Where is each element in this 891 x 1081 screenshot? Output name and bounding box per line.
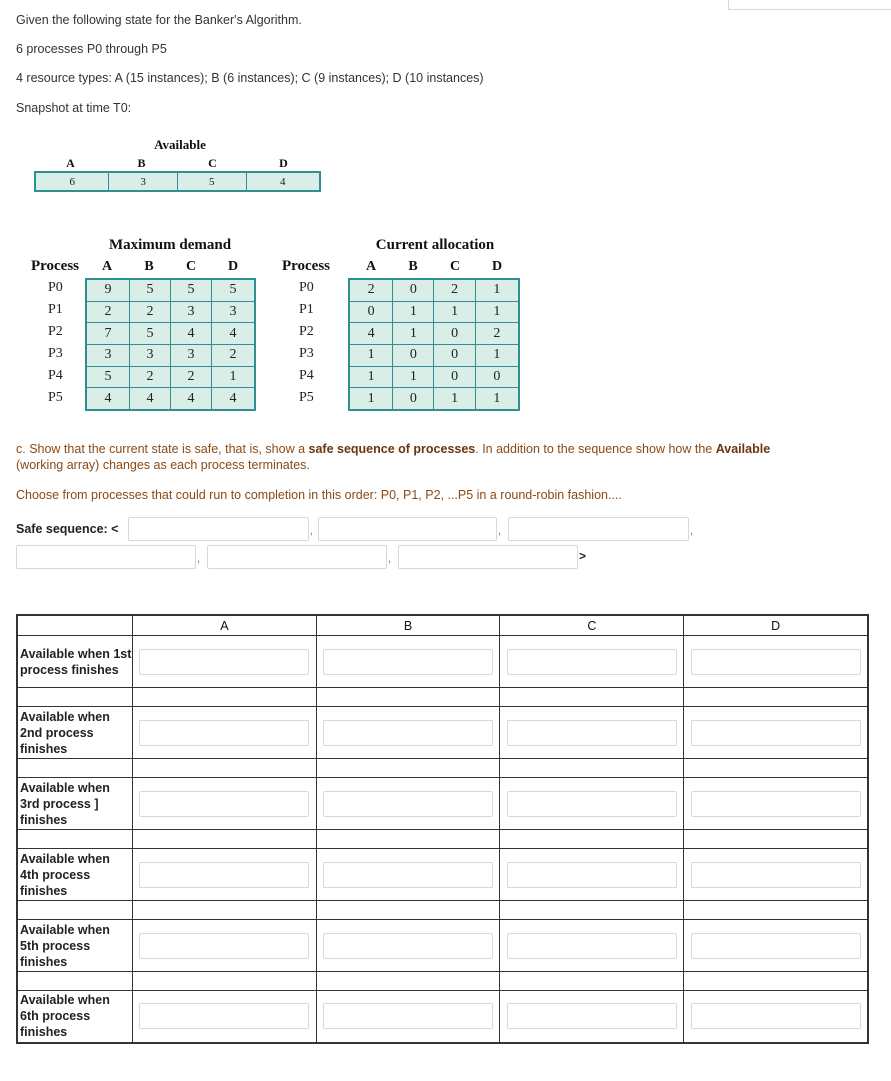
max-demand-cell: 1	[211, 366, 255, 388]
answer-cell	[133, 849, 317, 901]
allocation-cell: 0	[393, 344, 434, 366]
safe-sequence-input-6[interactable]	[398, 545, 578, 569]
answer-row-label-5: Available when 5th process finishes	[17, 920, 133, 972]
max-demand-cell: 5	[211, 279, 255, 301]
answer-cell	[316, 707, 500, 759]
allocation-row	[349, 301, 519, 323]
max-demand-row	[86, 301, 255, 323]
answer-input-3-a[interactable]	[139, 791, 309, 817]
available-header-a: A	[66, 156, 75, 170]
answer-input-2-a[interactable]	[139, 720, 309, 746]
max-demand-cell: 5	[130, 279, 171, 301]
allocation-cell: 1	[349, 366, 393, 388]
allocation-cell: 0	[434, 323, 475, 345]
max-demand-header-c: C	[185, 259, 197, 274]
allocation-cell: 2	[475, 323, 519, 345]
max-demand-process-p1: P1	[48, 302, 63, 317]
max-demand-cell: 2	[130, 301, 171, 323]
available-value-a: 6	[35, 172, 109, 191]
max-demand-cell: 3	[86, 344, 130, 366]
answer-cell	[684, 849, 868, 901]
max-demand-row	[86, 323, 255, 345]
safe-sequence-input-1[interactable]	[128, 517, 309, 541]
allocation-cell: 1	[475, 301, 519, 323]
answer-input-1-b[interactable]	[323, 649, 493, 675]
available-table	[34, 171, 321, 192]
safe-sequence-input-3[interactable]	[508, 517, 689, 541]
allocation-cell: 1	[349, 344, 393, 366]
answer-cell	[500, 991, 684, 1043]
allocation-header-c: C	[449, 259, 461, 274]
max-demand-row	[86, 366, 255, 388]
allocation-cell: 1	[475, 388, 519, 410]
answer-input-4-a[interactable]	[139, 862, 309, 888]
allocation-table	[348, 278, 520, 411]
safe-sequence-separator: ,	[690, 525, 694, 537]
max-demand-cell: 4	[211, 323, 255, 345]
answer-input-2-b[interactable]	[323, 720, 493, 746]
max-demand-cell: 2	[211, 344, 255, 366]
allocation-header-b: B	[408, 259, 418, 274]
max-demand-cell: 4	[170, 388, 211, 410]
answer-cell	[316, 991, 500, 1043]
max-demand-title: Maximum demand	[108, 237, 232, 253]
answer-spacer-row	[17, 830, 868, 849]
max-demand-cell: 3	[130, 344, 171, 366]
allocation-row	[349, 388, 519, 410]
allocation-process-p0: P0	[299, 280, 314, 295]
answer-input-1-c[interactable]	[507, 649, 677, 675]
answer-row-label-1: Available when 1st process finishes	[17, 636, 133, 688]
max-demand-header-a: A	[101, 259, 113, 274]
allocation-cell: 0	[475, 366, 519, 388]
question-c-line-1	[16, 442, 770, 456]
answer-cell	[316, 636, 500, 688]
answer-row	[17, 636, 868, 688]
safe-sequence-input-5[interactable]	[207, 545, 387, 569]
answer-input-4-b[interactable]	[323, 862, 493, 888]
safe-sequence-separator: ,	[197, 553, 201, 565]
max-demand-process-header: Process	[30, 258, 80, 274]
answer-spacer-row	[17, 972, 868, 991]
allocation-cell: 1	[475, 279, 519, 301]
max-demand-cell: 3	[170, 344, 211, 366]
max-demand-cell: 5	[86, 366, 130, 388]
answer-cell	[133, 707, 317, 759]
answer-input-6-c[interactable]	[507, 1003, 677, 1029]
answer-table-header-row	[17, 615, 868, 636]
answer-input-6-a[interactable]	[139, 1003, 309, 1029]
answer-column-b: B	[316, 615, 500, 636]
max-demand-cell: 9	[86, 279, 130, 301]
allocation-cell: 1	[393, 366, 434, 388]
allocation-title: Current allocation	[375, 237, 495, 253]
max-demand-cell: 5	[130, 323, 171, 345]
available-value-d: 4	[246, 172, 320, 191]
answer-input-5-d[interactable]	[691, 933, 861, 959]
allocation-header-a: A	[365, 259, 377, 274]
answer-spacer-row	[17, 688, 868, 707]
question-c-prefix: c. Show that the current state is safe, that is, show a	[16, 442, 309, 456]
answer-cell	[500, 849, 684, 901]
max-demand-cell: 7	[86, 323, 130, 345]
answer-cell	[133, 920, 317, 972]
allocation-row	[349, 323, 519, 345]
max-demand-process-p4: P4	[48, 368, 63, 383]
intro-line-4: Snapshot at time T0:	[16, 101, 132, 115]
safe-sequence-close: >	[579, 549, 587, 563]
answer-row	[17, 707, 868, 759]
max-demand-header-d: D	[227, 259, 239, 274]
max-demand-table	[85, 278, 256, 411]
answer-cell	[316, 849, 500, 901]
answer-input-2-c[interactable]	[507, 720, 677, 746]
available-answer-table	[16, 614, 869, 1044]
available-value-c: 5	[177, 172, 246, 191]
allocation-cell: 4	[349, 323, 393, 345]
allocation-cell: 0	[349, 301, 393, 323]
answer-cell	[133, 778, 317, 830]
answer-cell	[500, 778, 684, 830]
available-header-b: B	[137, 156, 146, 170]
answer-row	[17, 920, 868, 972]
answer-input-6-b[interactable]	[323, 1003, 493, 1029]
answer-spacer-row	[17, 901, 868, 920]
allocation-process-header: Process	[281, 258, 331, 274]
question-c-line-2: (working array) changes as each process terminates.	[16, 458, 310, 472]
answer-cell	[133, 991, 317, 1043]
allocation-process-p3: P3	[299, 346, 314, 361]
available-value-b: 3	[109, 172, 178, 191]
safe-sequence-input-4[interactable]	[16, 545, 196, 569]
allocation-cell: 2	[349, 279, 393, 301]
answer-column-a: A	[133, 615, 317, 636]
answer-cell	[316, 920, 500, 972]
allocation-cell: 1	[393, 301, 434, 323]
max-demand-cell: 5	[170, 279, 211, 301]
top-right-panel	[728, 0, 891, 10]
allocation-cell: 0	[434, 366, 475, 388]
allocation-header-d: D	[491, 259, 503, 274]
answer-cell	[133, 636, 317, 688]
max-demand-process-p2: P2	[48, 324, 63, 339]
answer-row-label-4: Available when 4th process finishes	[17, 849, 133, 901]
answer-input-3-b[interactable]	[323, 791, 493, 817]
answer-row-label-3: Available when 3rd process ] finishes	[17, 778, 133, 830]
answer-row	[17, 849, 868, 901]
max-demand-cell: 4	[211, 388, 255, 410]
allocation-process-p4: P4	[299, 368, 314, 383]
answer-input-5-b[interactable]	[323, 933, 493, 959]
allocation-row	[349, 366, 519, 388]
allocation-cell: 2	[434, 279, 475, 301]
answer-cell	[500, 636, 684, 688]
max-demand-cell: 4	[130, 388, 171, 410]
safe-sequence-separator: ,	[388, 553, 392, 565]
available-header-d: D	[279, 156, 288, 170]
max-demand-cell: 3	[170, 301, 211, 323]
answer-spacer-row	[17, 759, 868, 778]
question-c-bold-available: Available	[715, 442, 771, 456]
max-demand-process-p5: P5	[48, 390, 63, 405]
allocation-cell: 0	[393, 388, 434, 410]
answer-cell	[316, 778, 500, 830]
allocation-process-p1: P1	[299, 302, 314, 317]
answer-cell	[500, 707, 684, 759]
answer-row-label-6: Available when 6th process finishes	[17, 991, 133, 1043]
max-demand-row	[86, 388, 255, 410]
safe-sequence-input-2[interactable]	[318, 517, 497, 541]
safe-sequence-label: Safe sequence: <	[16, 522, 119, 536]
allocation-cell: 1	[434, 388, 475, 410]
answer-input-5-a[interactable]	[139, 933, 309, 959]
allocation-cell: 1	[393, 323, 434, 345]
answer-input-3-d[interactable]	[691, 791, 861, 817]
available-header-c: C	[208, 156, 217, 170]
answer-cell	[684, 707, 868, 759]
max-demand-cell: 4	[86, 388, 130, 410]
answer-input-1-a[interactable]	[139, 649, 309, 675]
allocation-cell: 1	[475, 344, 519, 366]
allocation-row	[349, 344, 519, 366]
allocation-cell: 0	[434, 344, 475, 366]
allocation-row	[349, 279, 519, 301]
allocation-process-p5: P5	[299, 390, 314, 405]
allocation-process-p2: P2	[299, 324, 314, 339]
intro-line-1: Given the following state for the Banker's Algorithm.	[16, 13, 302, 27]
answer-row	[17, 991, 868, 1043]
max-demand-cell: 3	[211, 301, 255, 323]
answer-input-4-d[interactable]	[691, 862, 861, 888]
answer-cell	[684, 778, 868, 830]
max-demand-process-p3: P3	[48, 346, 63, 361]
allocation-cell: 1	[349, 388, 393, 410]
max-demand-cell: 2	[170, 366, 211, 388]
question-c-bold-sequence: safe sequence of processes	[308, 442, 476, 456]
answer-cell	[684, 636, 868, 688]
max-demand-process-p0: P0	[48, 280, 63, 295]
answer-cell	[684, 920, 868, 972]
max-demand-cell: 4	[170, 323, 211, 345]
answer-table-corner	[17, 615, 133, 636]
available-title: Available	[154, 137, 206, 152]
answer-input-1-d[interactable]	[691, 649, 861, 675]
max-demand-row	[86, 279, 255, 301]
answer-column-d: D	[684, 615, 868, 636]
answer-input-5-c[interactable]	[507, 933, 677, 959]
question-choose-instruction: Choose from processes that could run to completion in this order: P0, P1, P2, ...P5 in a round-robin fashion....	[16, 488, 622, 502]
answer-input-3-c[interactable]	[507, 791, 677, 817]
max-demand-header-b: B	[144, 259, 154, 274]
safe-sequence-separator: ,	[310, 525, 314, 537]
allocation-cell: 1	[434, 301, 475, 323]
max-demand-row	[86, 344, 255, 366]
answer-input-6-d[interactable]	[691, 1003, 861, 1029]
answer-input-2-d[interactable]	[691, 720, 861, 746]
max-demand-cell: 2	[130, 366, 171, 388]
question-c-mid: . In addition to the sequence show how the	[475, 442, 716, 456]
answer-row-label-2: Available when 2nd process finishes	[17, 707, 133, 759]
answer-cell	[684, 991, 868, 1043]
answer-column-c: C	[500, 615, 684, 636]
max-demand-cell: 2	[86, 301, 130, 323]
answer-cell	[500, 920, 684, 972]
answer-row	[17, 778, 868, 830]
allocation-cell: 0	[393, 279, 434, 301]
intro-line-3: 4 resource types: A (15 instances); B (6 instances); C (9 instances); D (10 instances)	[16, 71, 484, 85]
intro-line-2: 6 processes P0 through P5	[16, 42, 167, 56]
answer-input-4-c[interactable]	[507, 862, 677, 888]
safe-sequence-separator: ,	[498, 525, 502, 537]
